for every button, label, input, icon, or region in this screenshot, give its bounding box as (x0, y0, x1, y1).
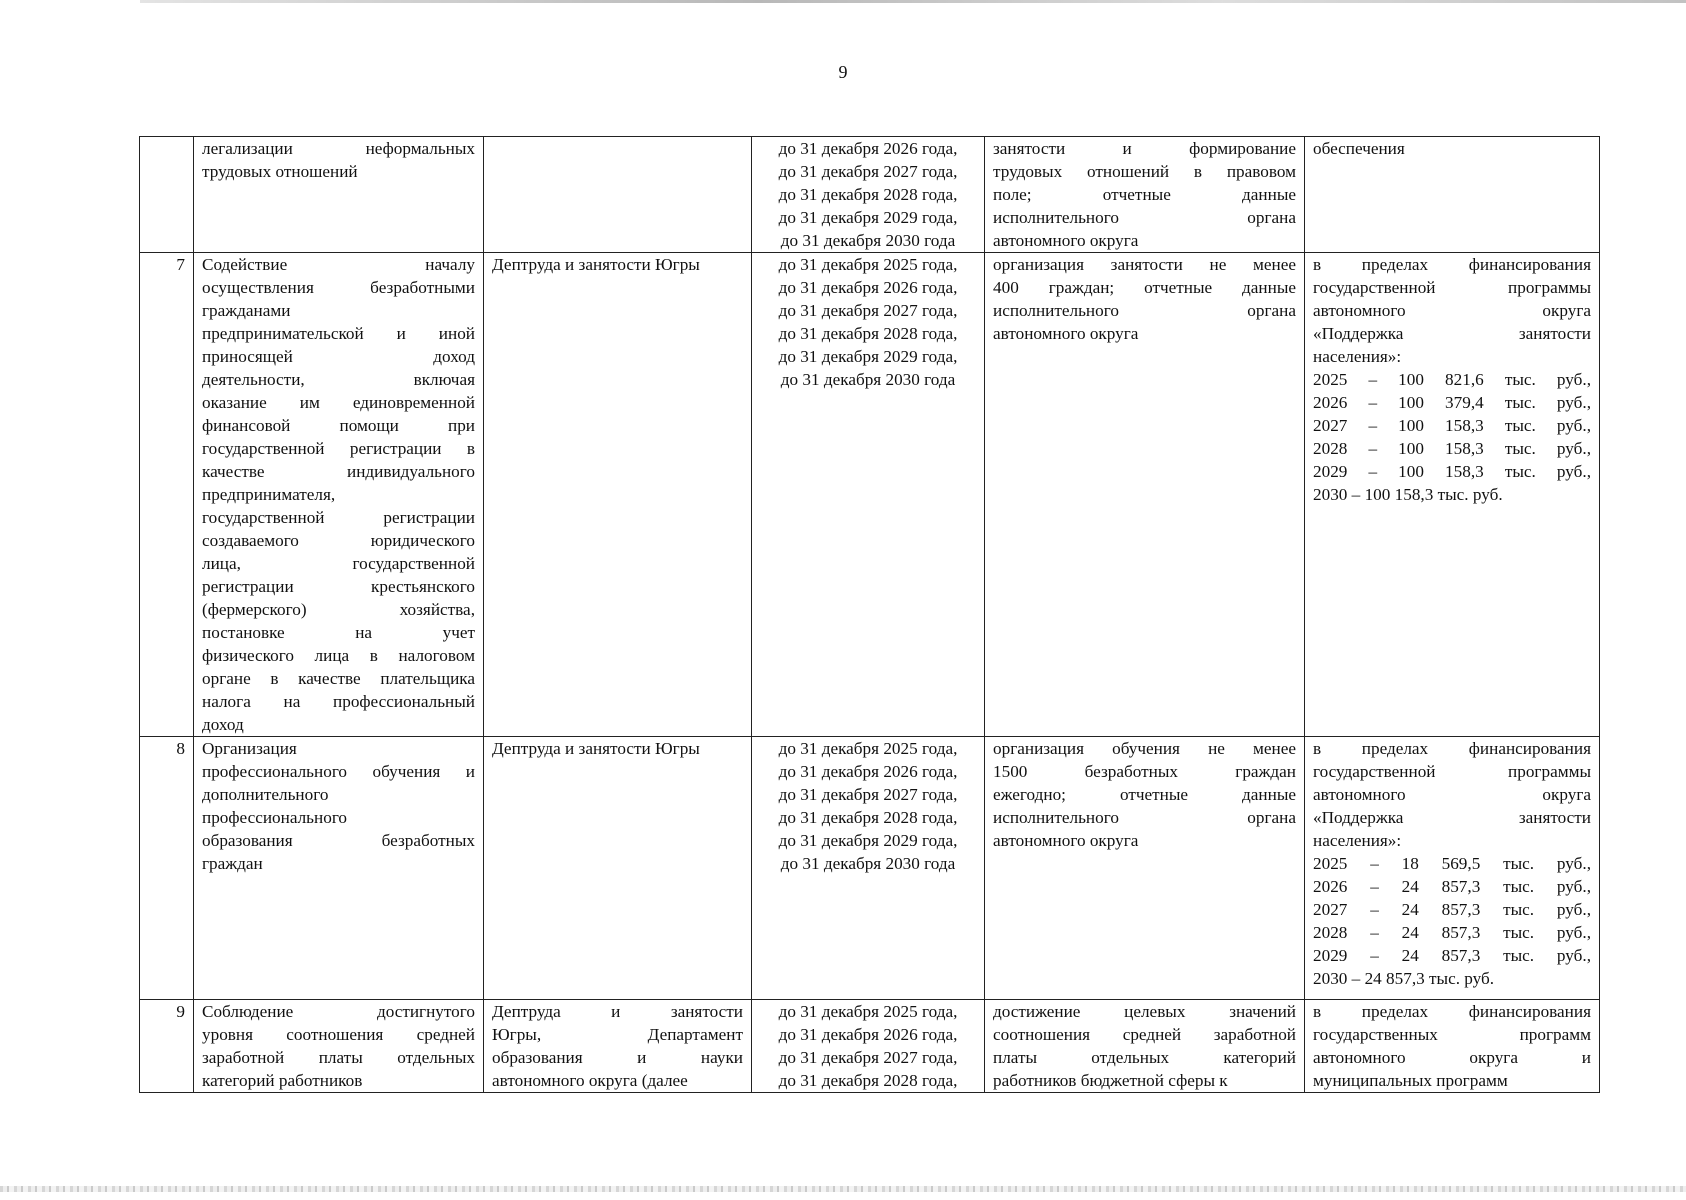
text-line: автономного округа (1313, 301, 1591, 320)
text-line: 1500 безработных граждан (993, 762, 1296, 781)
text-line: легализации неформальных (202, 139, 475, 158)
text-line: исполнительного органа (993, 208, 1296, 227)
text-line: до 31 декабря 2027 года, (778, 301, 958, 320)
text-line: исполнительного органа (993, 808, 1296, 827)
term-cell (752, 137, 985, 253)
text-line: в пределах финансирования (1313, 1002, 1591, 1021)
text-line: до 31 декабря 2029 года, (778, 208, 958, 227)
responsible-cell (484, 137, 752, 253)
text-line: исполнительного органа (993, 301, 1296, 320)
text-line: Организация (202, 739, 297, 758)
term-cell (752, 253, 985, 737)
text-line: 2029 – 24 857,3 тыс. руб., (1313, 946, 1591, 965)
text-line: достижение целевых значений (993, 1002, 1296, 1021)
scan-edge-top (140, 0, 1686, 3)
text-line: автономного округа (далее (492, 1071, 688, 1090)
finance-cell (1305, 1000, 1600, 1093)
text-line: 2027 – 100 158,3 тыс. руб., (1313, 416, 1591, 435)
text-line: предпринимательской и иной (202, 324, 475, 343)
text-line: Югры, Департамент (492, 1025, 743, 1044)
text-line: до 31 декабря 2029 года, (778, 347, 958, 366)
text-line: Соблюдение достигнутого (202, 1002, 475, 1021)
text-line: платы отдельных категорий (993, 1048, 1296, 1067)
finance-cell (1305, 137, 1600, 253)
text-line: государственной программы (1313, 762, 1591, 781)
result-cell (985, 253, 1305, 737)
text-line: регистрации крестьянского (202, 577, 475, 596)
text-line: 2025 – 100 821,6 тыс. руб., (1313, 370, 1591, 389)
text-line: до 31 декабря 2027 года, (778, 785, 958, 804)
text-line: до 31 декабря 2028 года, (778, 1071, 958, 1090)
text-line: государственной программы (1313, 278, 1591, 297)
page-number: 9 (838, 62, 848, 82)
text-line: Содействие началу (202, 255, 475, 274)
text-line: до 31 декабря 2025 года, (778, 255, 958, 274)
text-line: занятости и формирование (993, 139, 1296, 158)
responsible-cell (484, 1000, 752, 1093)
text-line: трудовых отношений в правовом (993, 162, 1296, 181)
table-row (140, 1000, 1600, 1093)
finance-cell (1305, 253, 1600, 737)
text-line: 2028 – 24 857,3 тыс. руб., (1313, 923, 1591, 942)
text-line: до 31 декабря 2029 года, (778, 831, 958, 850)
text-line: населения»: (1313, 347, 1402, 366)
text-line: 2025 – 18 569,5 тыс. руб., (1313, 854, 1591, 873)
text-line: 2030 – 24 857,3 тыс. руб. (1313, 969, 1495, 988)
row-number: 9 (140, 1000, 194, 1093)
text-line: работников бюджетной сферы к (993, 1071, 1228, 1090)
text-line: организация занятости не менее (993, 255, 1296, 274)
text-line: до 31 декабря 2026 года, (778, 278, 958, 297)
responsible-cell: Дептруда и занятости Югры (484, 253, 752, 737)
text-line: финансовой помощи при (202, 416, 475, 435)
text-line: автономного округа (993, 831, 1139, 850)
text-line: (фермерского) хозяйства, (202, 600, 475, 619)
text-line: постановке на учет (202, 623, 475, 642)
text-line: до 31 декабря 2030 года (780, 370, 956, 389)
finance-cell (1305, 737, 1600, 1000)
text-line: до 31 декабря 2025 года, (778, 739, 958, 758)
text-line: уровня соотношения средней (202, 1025, 475, 1044)
text-line: автономного округа (1313, 785, 1591, 804)
text-line: образования безработных (202, 831, 475, 850)
text-line: до 31 декабря 2026 года, (778, 1025, 958, 1044)
text-line: до 31 декабря 2025 года, (778, 1002, 958, 1021)
text-line: 2026 – 24 857,3 тыс. руб., (1313, 877, 1591, 896)
text-line: качестве индивидуального (202, 462, 475, 481)
text-line: «Поддержка занятости (1313, 808, 1591, 827)
text-line: до 31 декабря 2027 года, (778, 1048, 958, 1067)
text-line: до 31 декабря 2028 года, (778, 808, 958, 827)
text-line: поле; отчетные данные (993, 185, 1296, 204)
text-line: доход (202, 715, 244, 734)
row-number: 8 (140, 737, 194, 1000)
text-line: Дептруда и занятости (492, 1002, 743, 1021)
result-cell (985, 137, 1305, 253)
text-line: в пределах финансирования (1313, 739, 1591, 758)
text-line: предпринимателя, (202, 485, 336, 504)
text-line: лица, государственной (202, 554, 475, 573)
text-line: 2026 – 100 379,4 тыс. руб., (1313, 393, 1591, 412)
text-line: приносящей доход (202, 347, 475, 366)
text-line: «Поддержка занятости (1313, 324, 1591, 343)
text-line: дополнительного (202, 785, 329, 804)
text-line: до 31 декабря 2028 года, (778, 185, 958, 204)
text-line: органе в качестве плательщика (202, 669, 475, 688)
text-line: автономного округа и (1313, 1048, 1591, 1067)
text-line: налога на профессиональный (202, 692, 475, 711)
text-line: 2028 – 100 158,3 тыс. руб., (1313, 439, 1591, 458)
result-cell (985, 737, 1305, 1000)
text-line: в пределах финансирования (1313, 255, 1591, 274)
measure-name-cell (194, 737, 484, 1000)
text-line: 2027 – 24 857,3 тыс. руб., (1313, 900, 1591, 919)
text-line: осуществления безработными (202, 278, 475, 297)
text-line: заработной платы отдельных (202, 1048, 475, 1067)
text-line: оказание им единовременной (202, 393, 475, 412)
table-row (140, 137, 1600, 253)
text-line: соотношения средней заработной (993, 1025, 1296, 1044)
measure-name-cell (194, 1000, 484, 1093)
responsible-cell: Дептруда и занятости Югры (484, 737, 752, 1000)
text-line: 2030 – 100 158,3 тыс. руб. (1313, 485, 1503, 504)
text-line: профессионального обучения и (202, 762, 475, 781)
text-line: автономного округа (993, 324, 1139, 343)
text-line: профессионального (202, 808, 348, 827)
scan-edge-bottom (0, 1186, 1686, 1192)
text-line: 400 граждан; отчетные данные (993, 278, 1296, 297)
text-line: обеспечения (1313, 139, 1405, 158)
text-line: автономного округа (993, 231, 1139, 250)
text-line: трудовых отношений (202, 162, 358, 181)
table-row (140, 253, 1600, 737)
text-line: до 31 декабря 2030 года (780, 231, 956, 250)
text-line: государственных программ (1313, 1025, 1591, 1044)
term-cell (752, 737, 985, 1000)
text-line: до 31 декабря 2026 года, (778, 139, 958, 158)
row-number (140, 137, 194, 253)
text-line: граждан (202, 854, 263, 873)
text-line: до 31 декабря 2030 года (780, 854, 956, 873)
row-number: 7 (140, 253, 194, 737)
text-line: муниципальных программ (1313, 1071, 1508, 1090)
measures-table (139, 136, 1600, 1093)
table-row (140, 737, 1600, 1000)
result-cell (985, 1000, 1305, 1093)
text-line: категорий работников (202, 1071, 363, 1090)
text-line: физического лица в налоговом (202, 646, 475, 665)
text-line: ежегодно; отчетные данные (993, 785, 1296, 804)
text-line: организация обучения не менее (993, 739, 1296, 758)
text-line: до 31 декабря 2028 года, (778, 324, 958, 343)
text-line: населения»: (1313, 831, 1402, 850)
text-line: до 31 декабря 2026 года, (778, 762, 958, 781)
text-line: государственной регистрации (202, 508, 475, 527)
text-line: гражданами (202, 301, 291, 320)
measure-name-cell (194, 137, 484, 253)
text-line: создаваемого юридического (202, 531, 475, 550)
measure-name-cell (194, 253, 484, 737)
term-cell (752, 1000, 985, 1093)
text-line: до 31 декабря 2027 года, (778, 162, 958, 181)
text-line: государственной регистрации в (202, 439, 475, 458)
text-line: деятельности, включая (202, 370, 475, 389)
text-line: образования и науки (492, 1048, 743, 1067)
text-line: 2029 – 100 158,3 тыс. руб., (1313, 462, 1591, 481)
